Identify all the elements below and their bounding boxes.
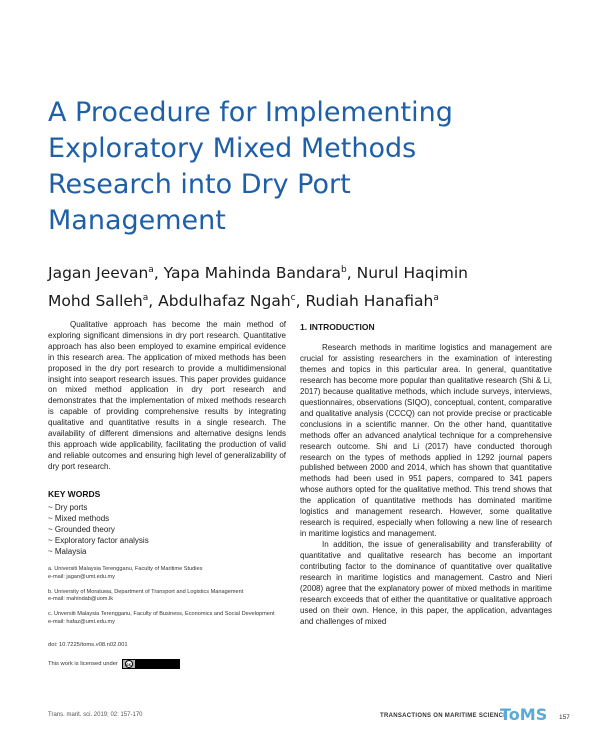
body-text bbox=[300, 343, 552, 628]
author-affil-mark: c bbox=[290, 293, 296, 304]
paragraph: In addition, the issue of generalisability and transferability of quantitative and qualitative research has become an important contributing factor to the dominance of quantitative over qualitative research in maritime logistics and management. Castro and Nieri (2008) agree that the explanatory power of mixed methods in maritime research exceeds that of either the quantitative or qualitative approach used on their own. Hence, in this paper, the application, advantages and challenges of mixed bbox=[300, 540, 552, 626]
keyword-item: ~ Malaysia bbox=[48, 547, 87, 556]
paragraph: Research methods in maritime logistics and management are crucial for assisting researchers in the examination of interesting themes and topics in this particular area. In general, quantitative research has become more popular than qualitative research (Shi & Li, 2017) because qualitative methods, which include surveys, interviews, questionnaires, observations (SIQO), conceptual, content, comparative and qualitative analysis (CCCQ) can not provide precise or practicable conclusions in a scientific manner. On the other hand, quantitative methods offer an advanced analytical technique for a comprehensive research outcome. Shi and Li (2017) have conducted thorough research on the types of methods applied in 1292 journal papers published between 2000 and 2014, which has shown that quantitative methods had been used in 951 papers, compared to 341 papers whose authors opted for the qualitative method. This trend shows that the application of quantitative methods has dominated maritime logistics and management research. However, some qualitative research is required, especially when following a new line of research in maritime logistics and management. bbox=[300, 343, 552, 539]
author-name: , Rudiah Hanafiah bbox=[295, 292, 434, 311]
title-line: A Procedure for Implementing bbox=[48, 97, 453, 128]
affiliation-line: a. Universiti Malaysia Terengganu, Faculty of Maritime Studies bbox=[48, 566, 203, 572]
title-line: Research into Dry Port bbox=[48, 169, 351, 200]
abstract: Qualitative approach has become the main method of exploring significant dimensions in dry port research. Quantitative approach has also been employed to examine empirical evidence in this research area. The application of mixed methods has been proposed in the dry port research to provide a multidimensional insight into seaport research issues. This paper provides guidance on mixed method application in dry port research and demonstrates that the implementation of mixed methods research is capable of providing comprehensive results by integrating qualitative and quantitative results in a single research. The availability of different dimensions and alternative designs lends this approach wide applicability, facilitating the production of valid and reliable outcomes and ensuring high level of generalizability of dry port research. bbox=[48, 320, 286, 471]
affiliations bbox=[48, 566, 298, 627]
doi-link[interactable]: doi: 10.7225/toms.v08.n02.001 bbox=[48, 642, 128, 648]
author-list bbox=[48, 258, 568, 314]
affiliation-email[interactable]: e-mail: hafaz@umt.edu.my bbox=[48, 618, 115, 625]
keywords-list bbox=[48, 502, 149, 557]
license-text: This work is licensed under bbox=[48, 661, 118, 667]
journal-citation: Trans. marit. sci. 2019; 02: 157-170 bbox=[48, 712, 143, 718]
cc-logo-icon: cc bbox=[126, 661, 132, 667]
author-name: , Yapa Mahinda Bandara bbox=[153, 264, 342, 283]
keyword-item: ~ Dry ports bbox=[48, 503, 88, 512]
section-heading: 1. INTRODUCTION bbox=[300, 322, 375, 332]
author-name: Jagan Jeevan bbox=[48, 264, 149, 283]
author-affil-mark: b bbox=[341, 265, 347, 275]
page-number: 157 bbox=[559, 714, 570, 721]
title-line: Exploratory Mixed Methods bbox=[48, 133, 417, 164]
author-affil-mark: a bbox=[433, 293, 439, 304]
paper-title bbox=[48, 95, 568, 239]
author-name: Mohd Salleh bbox=[48, 292, 143, 311]
affiliation-email[interactable]: e-mail: mahindab@uom.lk bbox=[48, 596, 114, 603]
keyword-item: ~ Grounded theory bbox=[48, 525, 115, 534]
license-notice bbox=[48, 659, 180, 669]
affiliation-line: c. Unversiti Malaysia Terengganu, Faculty of Business, Economics and Social Development bbox=[48, 611, 275, 618]
keyword-item: ~ Mixed methods bbox=[48, 514, 110, 523]
journal-name: TRANSACTIONS ON MARITIME SCIENCE bbox=[380, 713, 508, 719]
author-affil-mark: a bbox=[148, 265, 154, 275]
cc-license-badge-icon[interactable] bbox=[122, 659, 180, 669]
keyword-item: ~ Exploratory factor analysis bbox=[48, 536, 149, 545]
author-name: , Abdulhafaz Ngah bbox=[148, 292, 291, 311]
keywords-heading: KEY WORDS bbox=[48, 489, 101, 499]
affiliation-line: b. University of Moratuwa, Department of Transport and Logistics Management bbox=[48, 588, 244, 595]
affiliation-email[interactable]: e-mail: jagan@umt.edu.my bbox=[48, 573, 115, 580]
author-affil-mark: a bbox=[142, 293, 149, 304]
author-name: , Nurul Haqimin bbox=[346, 264, 468, 283]
title-line: Management bbox=[48, 205, 226, 236]
toms-logo: ToMS bbox=[500, 705, 548, 724]
